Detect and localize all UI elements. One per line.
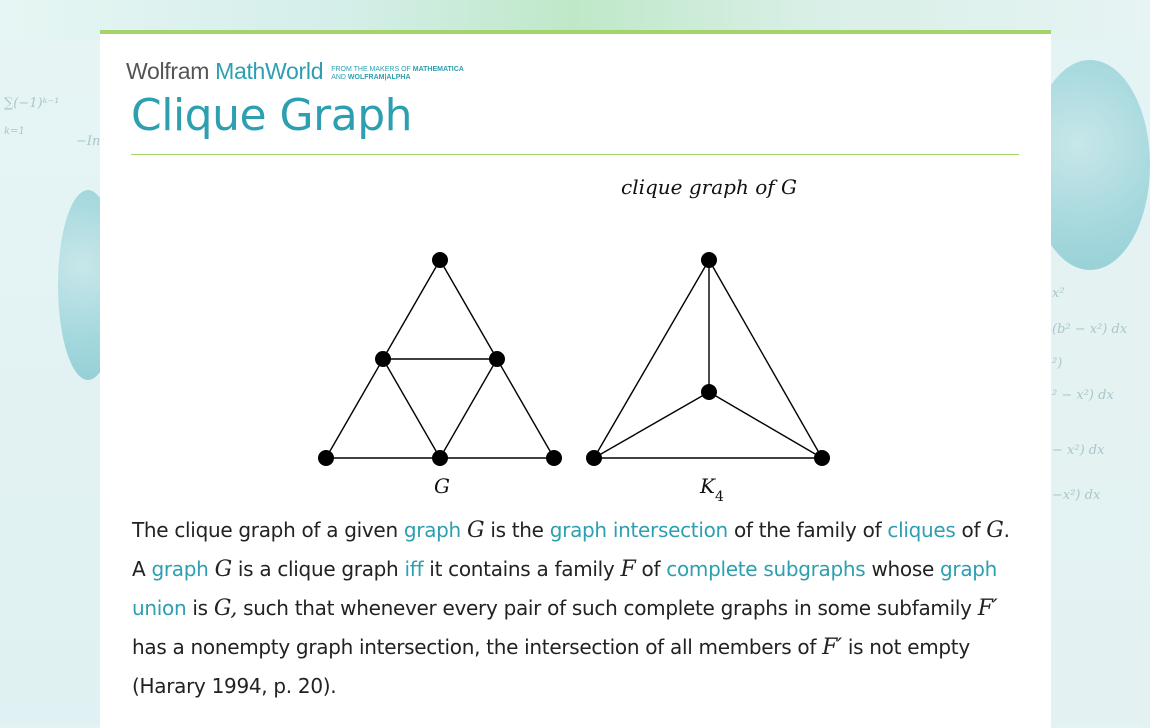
page-title: Clique Graph [131,90,413,141]
title-divider [131,154,1019,155]
logo-mathworld-text: MathWorld [215,58,324,84]
figure-caption: clique graph of G [621,175,797,199]
math-symbol: F′ [977,596,998,621]
link-graph-union[interactable]: graph union [132,557,998,620]
graph-k4-vertices [586,252,830,466]
graph-g-label: G [434,474,450,498]
clique-graph-figure [100,164,1051,505]
graph-k4-edge [709,260,822,458]
math-symbol: G, [213,596,238,621]
link-iff[interactable]: iff [404,557,424,581]
math-symbol: G [466,518,485,543]
graph-g-vertex [432,450,448,466]
graph-k4-edge [594,260,709,458]
site-logo[interactable] [126,58,464,85]
graph-g-vertex [489,351,505,367]
graph-g-edge [440,260,497,359]
math-symbol: G [214,557,232,582]
decor-formula: x² [1052,286,1065,301]
math-symbol: F′ [822,635,842,660]
graph-k4-label [699,474,724,505]
logo-tagline: FROM THE MAKERS OF MATHEMATICA AND WOLFRAM|ALPHA [331,66,464,81]
decor-formula: k=1 [4,126,25,137]
math-symbol: F [620,557,636,582]
decor-formula: ² − x²) dx [1052,388,1114,403]
graph-g-vertex [318,450,334,466]
graph-g-edge [383,260,440,359]
graph-k4-vertex [701,384,717,400]
graph-k4-edge [709,392,822,458]
graph-g-vertex [432,252,448,268]
decor-formula: −In [76,134,101,149]
graph-g-edge [497,359,554,458]
graph-g-edge [383,359,440,458]
graph-k4-vertex [586,450,602,466]
graph-k4-edge [594,392,709,458]
link-cliques[interactable]: cliques [887,518,956,542]
graph-g [326,260,554,458]
decor-formula: ²) [1052,356,1063,371]
graph-g-edge [326,359,383,458]
content-card [100,30,1051,728]
decor-formula: (b² − x²) dx [1052,322,1128,337]
link-graph-intersection[interactable]: graph intersection [549,518,728,542]
graph-k4-label-main: K [700,474,715,498]
math-symbol: G [986,518,1004,543]
decor-formula: − x²) dx [1052,443,1105,458]
graph-k4-vertex [814,450,830,466]
graph-g-edge [440,359,497,458]
graph-k4-label-sub: 4 [714,489,724,505]
graph-g-vertex [546,450,562,466]
logo-wolfram-text: Wolfram [126,58,210,84]
graph-g-vertex [375,351,391,367]
link-graph[interactable]: graph [403,518,461,542]
link-complete-subgraphs[interactable]: complete subgraphs [666,557,866,581]
decor-formula: −x²) dx [1052,488,1101,503]
decor-formula: ∑(−1)ᵏ⁻¹ [4,96,60,111]
definition-paragraph: The clique graph of a given graph G is the graph intersection of the family of cliques of G. A graph G is a clique graph iff it contains a family F of complete subgraphs whose graph union is G, such that whenever every pair of such complete graphs in some subfamily F′ has a nonempty graph intersection, the intersection of all members of F′ is not empty (Harary 1994, p. 20). [132,518,1010,698]
graph-k4 [594,260,822,458]
link-graph[interactable]: graph [151,557,209,581]
graph-k4-vertex [701,252,717,268]
